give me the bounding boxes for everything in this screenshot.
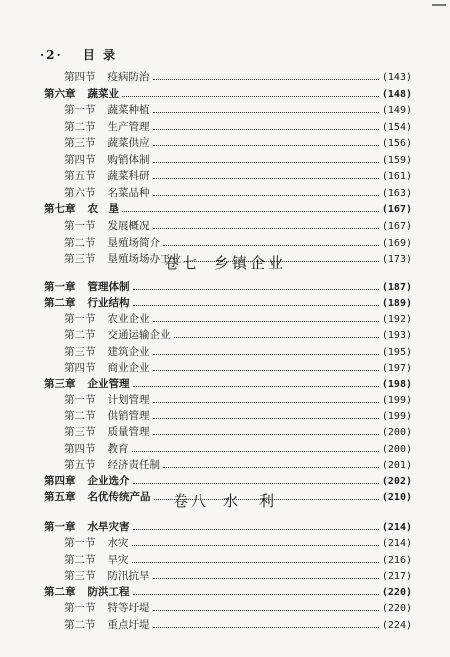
volume-name: 乡镇企业 — [214, 254, 287, 272]
dot-leader — [153, 162, 379, 163]
volume-name: 水 利 — [223, 492, 278, 510]
toc-section-entry — [64, 328, 412, 342]
entry-label: 第四章 — [44, 474, 76, 487]
entry-title: 教育 — [107, 442, 129, 455]
entry-page-number: (148) — [381, 88, 412, 100]
entry-title: 水灾 — [107, 537, 129, 550]
entry-title: 农 垦 — [87, 203, 119, 216]
entry-page-number: (192) — [381, 314, 412, 326]
dot-leader — [174, 337, 379, 338]
toc-section-entry — [64, 345, 412, 359]
toc-section-entry — [64, 312, 412, 326]
entry-label: 第三章 — [44, 377, 76, 390]
entry-label: 第一节 — [64, 602, 96, 615]
entry-title: 水旱灾害 — [87, 521, 130, 533]
entry-label: 第三节 — [64, 345, 96, 358]
entry-title: 蔬菜供应 — [107, 137, 150, 150]
dot-leader — [153, 228, 379, 229]
entry-label: 第七章 — [44, 203, 76, 216]
toc-section-entry — [64, 169, 412, 183]
entry-page-number: (199) — [381, 395, 412, 407]
entry-label: 第四节 — [64, 71, 96, 83]
entry-page-number: (201) — [381, 459, 412, 471]
entry-title: 蔬菜科研 — [107, 170, 150, 183]
entry-label: 第六节 — [64, 186, 96, 199]
entry-page-number: (217) — [381, 570, 412, 582]
entry-page-number: (214) — [381, 522, 412, 533]
toc-section-entry — [64, 103, 412, 117]
toc-chapter-entry — [44, 520, 412, 534]
dot-leader — [163, 467, 379, 468]
entry-title: 特等圩堤 — [107, 602, 150, 615]
toc-chapter-entry — [44, 585, 412, 599]
entry-page-number: (156) — [381, 138, 412, 150]
dot-leader — [133, 289, 379, 290]
entry-page-number: (193) — [381, 330, 412, 342]
entry-page-number: (159) — [381, 154, 412, 166]
entry-title: 行业结构 — [87, 297, 130, 310]
entry-title: 管理体制 — [87, 281, 130, 293]
entry-title: 农业企业 — [107, 313, 150, 326]
entry-title: 疫病防治 — [107, 71, 150, 83]
entry-title: 企业管理 — [87, 377, 130, 390]
entry-page-number: (195) — [381, 346, 412, 358]
entry-title: 发展概况 — [107, 219, 150, 232]
entry-title: 商业企业 — [107, 361, 150, 374]
entry-label: 第一章 — [44, 281, 76, 293]
entry-title: 计划管理 — [107, 394, 150, 407]
dot-leader — [163, 245, 379, 246]
toc-section-entry — [64, 409, 412, 423]
volume-heading-8 — [0, 490, 450, 511]
entry-page-number: (220) — [381, 587, 412, 598]
entry-title: 交通运输企业 — [107, 329, 171, 342]
entry-title: 旱灾 — [107, 553, 129, 566]
toc-section-entry — [64, 236, 412, 250]
dot-leader — [133, 529, 379, 530]
toc-chapter-entry — [44, 377, 412, 391]
entry-label: 第二章 — [44, 297, 76, 310]
entry-label: 第四节 — [64, 153, 96, 166]
entry-label: 第五节 — [64, 170, 96, 183]
dot-leader — [122, 211, 379, 212]
entry-page-number: (198) — [381, 378, 412, 390]
dot-leader — [153, 195, 379, 196]
entry-page-number: (161) — [381, 171, 412, 183]
entry-label: 第三节 — [64, 137, 96, 150]
toc-section-entry — [64, 601, 412, 615]
toc-chapter-entry — [44, 296, 412, 310]
entry-label: 第五章 — [44, 490, 76, 503]
dot-leader — [132, 562, 379, 563]
dot-leader — [133, 305, 379, 306]
entry-page-number: (173) — [381, 254, 412, 266]
entry-label: 第三节 — [64, 253, 96, 266]
entry-title: 企业选介 — [87, 474, 130, 487]
entry-label: 第一节 — [64, 219, 96, 232]
toc-section-entry — [64, 618, 412, 632]
volume-label: 卷七 — [163, 254, 200, 272]
dot-leader — [153, 578, 379, 579]
entry-label: 第四节 — [64, 361, 96, 374]
toc-section-entry — [64, 136, 412, 150]
entry-title: 名菜品种 — [107, 186, 150, 199]
entry-page-number: (197) — [381, 362, 412, 374]
entry-page-number: (220) — [381, 603, 412, 615]
entry-title: 垦殖场简介 — [107, 236, 160, 249]
toc-section-entry — [64, 442, 412, 456]
dot-leader — [153, 145, 379, 146]
toc-section-entry — [64, 153, 412, 167]
toc-section-entry — [64, 458, 412, 472]
entry-label: 第三节 — [64, 569, 96, 582]
toc-section-entry — [64, 536, 412, 550]
toc-chapter-entry — [44, 87, 412, 101]
dot-leader — [133, 483, 379, 484]
toc-chapter-entry — [44, 474, 412, 488]
dot-leader — [153, 418, 379, 419]
entry-page-number: (149) — [381, 105, 412, 117]
entry-page-number: (200) — [381, 443, 412, 455]
entry-label: 第一节 — [64, 104, 96, 117]
dot-leader — [153, 354, 379, 355]
entry-label: 第二节 — [64, 329, 96, 342]
entry-label: 第二节 — [64, 553, 96, 566]
entry-title: 建筑企业 — [107, 345, 150, 358]
entry-title: 质量管理 — [107, 426, 150, 439]
entry-label: 第一节 — [64, 313, 96, 326]
entry-label: 第二节 — [64, 410, 96, 423]
entry-label: 第一节 — [64, 394, 96, 407]
toc-section-entry — [64, 569, 412, 583]
toc-chapter-entry — [44, 280, 412, 294]
entry-page-number: (200) — [381, 427, 412, 439]
entry-label: 第一章 — [44, 521, 76, 533]
toc-section-entry — [64, 553, 412, 567]
entry-page-number: (216) — [381, 554, 412, 566]
dot-leader — [153, 129, 379, 130]
entry-label: 第六章 — [44, 87, 76, 100]
dot-leader — [122, 96, 379, 97]
volume-heading-7 — [0, 252, 450, 273]
dot-leader — [132, 545, 379, 546]
entry-title: 经济责任制 — [107, 458, 160, 471]
entry-page-number: (167) — [381, 220, 412, 232]
entry-page-number: (154) — [381, 121, 412, 133]
dot-leader — [153, 434, 379, 435]
entry-title: 重点圩堤 — [107, 618, 150, 631]
entry-page-number: (202) — [381, 475, 412, 487]
entry-title: 购销体制 — [107, 153, 150, 166]
toc-section-entry — [64, 70, 412, 84]
dot-leader — [133, 594, 379, 595]
dot-leader — [132, 451, 379, 452]
toc-section-entry — [64, 393, 412, 407]
page-edge-mark — [432, 4, 446, 12]
entry-page-number: (167) — [381, 204, 412, 216]
entry-page-number: (210) — [381, 491, 412, 503]
entry-label: 第二节 — [64, 120, 96, 133]
page-header — [40, 46, 117, 63]
toc-chapter-entry — [44, 202, 412, 216]
entry-label: 第二节 — [64, 236, 96, 249]
entry-label: 第四节 — [64, 442, 96, 455]
toc-section-entry — [64, 120, 412, 134]
toc-section-entry — [64, 425, 412, 439]
page-number: ·2· — [40, 48, 63, 62]
entry-page-number: (224) — [381, 619, 412, 631]
entry-title: 名优传统产品 — [87, 490, 151, 503]
dot-leader — [133, 386, 379, 387]
toc-section-entry — [64, 186, 412, 200]
entry-page-number: (143) — [381, 72, 412, 83]
toc-section-entry — [64, 219, 412, 233]
entry-title: 蔬菜种植 — [107, 104, 150, 117]
entry-label: 第三节 — [64, 426, 96, 439]
dot-leader — [153, 79, 379, 80]
entry-page-number: (163) — [381, 187, 412, 199]
toc-section-entry — [64, 361, 412, 375]
entry-label: 第五节 — [64, 458, 96, 471]
entry-label: 第一节 — [64, 537, 96, 550]
entry-title: 防汛抗旱 — [107, 569, 150, 582]
entry-label: 第二节 — [64, 618, 96, 631]
entry-page-number: (187) — [381, 282, 412, 293]
entry-label: 第二章 — [44, 586, 76, 598]
entry-title: 蔬菜业 — [87, 87, 119, 100]
entry-page-number: (214) — [381, 538, 412, 550]
entry-title: 供销管理 — [107, 410, 150, 423]
entry-title: 防洪工程 — [87, 586, 130, 598]
entry-title: 垦殖场场办工业 — [107, 253, 181, 266]
entry-page-number: (169) — [381, 237, 412, 249]
dot-leader — [153, 112, 379, 113]
dot-leader — [153, 627, 379, 628]
dot-leader — [153, 610, 379, 611]
dot-leader — [153, 402, 379, 403]
entry-page-number: (189) — [381, 298, 412, 310]
page-title: 目 录 — [82, 48, 118, 62]
volume-label: 卷八 — [172, 492, 209, 510]
dot-leader — [153, 370, 379, 371]
dot-leader — [153, 321, 379, 322]
entry-title: 生产管理 — [107, 120, 150, 133]
dot-leader — [153, 178, 379, 179]
entry-page-number: (199) — [381, 411, 412, 423]
